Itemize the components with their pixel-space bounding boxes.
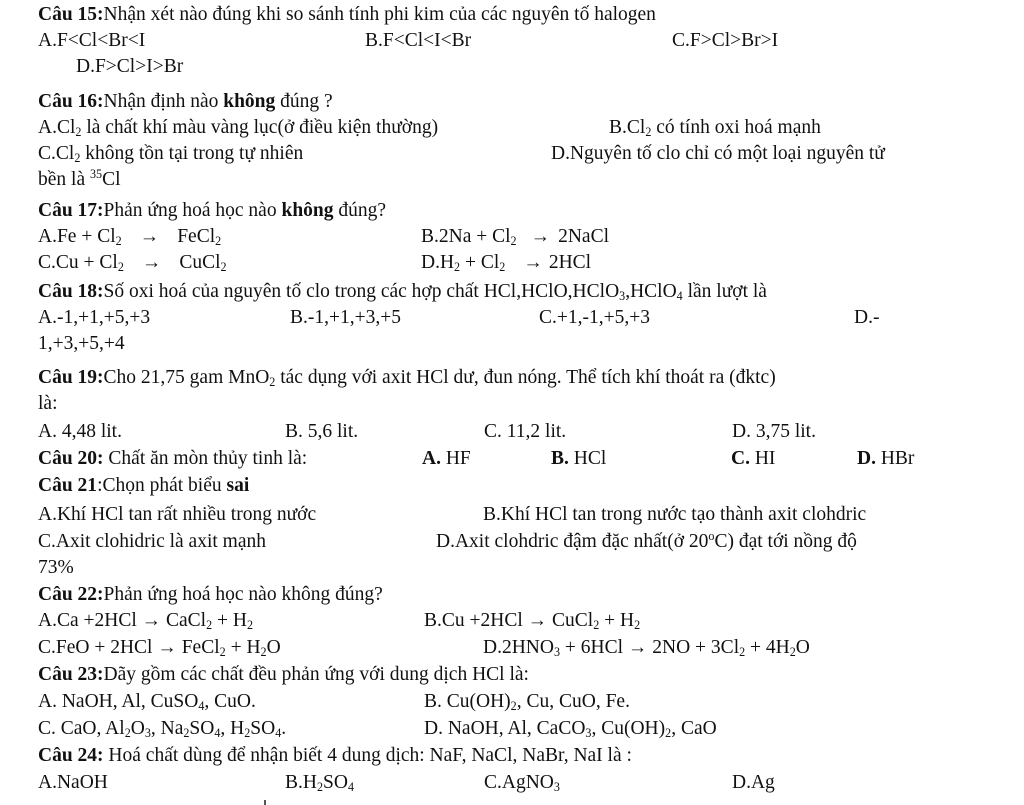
- option-15a: A.F<Cl<Br<I: [38, 30, 146, 51]
- option-24c-sub: 3: [553, 780, 560, 794]
- option-23b-sub: 2: [510, 699, 517, 713]
- question-15-number: Câu 15:: [38, 4, 104, 25]
- question-19: [38, 366, 776, 390]
- option-22b-text-end: + H: [599, 610, 635, 631]
- option-17d-sub: 2: [454, 260, 461, 274]
- option-16d: D.Nguyên tố clo chỉ có một loại nguyên tử: [551, 143, 885, 164]
- question-17: [38, 199, 386, 223]
- option-22d-sub: 3: [553, 645, 561, 659]
- option-15d: D.F>Cl>I>Br: [76, 56, 184, 77]
- question-23-number: Câu 23:: [38, 664, 104, 685]
- question-18-number: Câu 18:: [38, 281, 104, 302]
- option-21d: [436, 530, 857, 554]
- option-22d-text-last: O: [795, 637, 810, 658]
- option-22a-sub2: 2: [246, 618, 254, 632]
- question-19-number: Câu 19:: [38, 367, 104, 388]
- option-20b-value: HCl: [568, 448, 607, 469]
- option-17d-mid: + Cl: [460, 252, 500, 273]
- option-19c: C. 11,2 lit.: [484, 421, 567, 442]
- option-16c-text: C.Cl: [38, 143, 75, 164]
- option-22a-text-end: + H: [212, 610, 247, 631]
- question-22-number: Câu 22:: [38, 584, 104, 605]
- option-20b-letter: B.: [551, 448, 569, 469]
- option-23c-end: .: [281, 718, 287, 739]
- option-18b: B.-1,+1,+3,+5: [290, 307, 401, 328]
- option-16c: [38, 142, 303, 166]
- question-23-text: Dãy gồm các chất đều phản ứng với dung dịch HCl là:: [103, 664, 529, 685]
- option-23c-sub2: 3: [144, 726, 151, 740]
- option-22d-sub3: 2: [789, 645, 796, 659]
- option-22b-sub2: 2: [634, 618, 641, 632]
- option-17c-product-sub: 2: [220, 260, 227, 274]
- option-16d-cont-sup: 35: [89, 167, 103, 181]
- option-17b-arrow: →: [530, 226, 551, 247]
- option-23d-text-end: , CaO: [671, 718, 717, 739]
- option-16d-cont-end: Cl: [102, 169, 121, 190]
- question-22: [38, 583, 383, 607]
- option-17b-sub: 2: [510, 234, 517, 248]
- option-18d: D.-: [854, 307, 880, 328]
- question-24-text: Hoá chất dùng để nhận biết 4 dung dịch: NaF, NaCl, NaBr, NaI là :: [103, 745, 632, 766]
- option-22a-text: A.Ca +2HCl → CaCl: [38, 610, 207, 631]
- question-21-text: :Chọn phát biểu: [97, 475, 227, 496]
- option-15c: C.F>Cl>Br>I: [672, 30, 779, 51]
- option-23c-sub6: 4: [275, 726, 282, 740]
- option-17d-arrow: →: [523, 252, 543, 273]
- question-16-emphasis: không: [223, 91, 276, 112]
- option-16b-text: B.Cl: [609, 117, 646, 138]
- option-23c-o: O: [130, 718, 145, 739]
- question-22-text: Phản ứng hoá học nào không đúng?: [103, 584, 383, 605]
- question-17-text-end: đúng?: [333, 200, 387, 221]
- option-22c-sub: 2: [219, 645, 226, 659]
- question-18-text: Số oxi hoá của nguyên tố clo trong các hợp chất HCl,HClO,HClO: [103, 281, 620, 302]
- option-22d-text: D.2HNO: [483, 637, 554, 658]
- option-23d-sub1: 3: [585, 726, 592, 740]
- question-16-number: Câu 16:: [38, 91, 104, 112]
- option-17c-reactants: C.Cu + Cl: [38, 252, 118, 273]
- question-21: [38, 474, 249, 498]
- option-18a: A.-1,+1,+5,+3: [38, 307, 151, 328]
- question-20: [38, 447, 307, 471]
- option-23d-sub2: 2: [665, 726, 672, 740]
- option-22d-text-end: + 4H: [745, 637, 790, 658]
- option-24d: D.Ag: [732, 772, 775, 793]
- option-17b-reactants: B.2Na + Cl: [421, 226, 511, 247]
- option-20c-value: HI: [749, 448, 776, 469]
- option-22d-text-mid: + 6HCl → 2NO + 3Cl: [560, 637, 740, 658]
- question-16-text: Nhận định nào: [103, 91, 224, 112]
- option-21d-continued: 73%: [38, 557, 74, 578]
- option-22d-sub2: 2: [739, 645, 746, 659]
- question-18-sub1: 3: [619, 289, 626, 303]
- option-24b-text: B.H: [285, 772, 317, 793]
- option-23b-text: B. Cu(OH): [424, 691, 511, 712]
- question-18-text-end: lần lượt là: [682, 281, 767, 302]
- option-17d-product: 2HCl: [548, 252, 592, 273]
- option-23d: [424, 717, 717, 741]
- option-23d-text: D. NaOH, Al, CaCO: [424, 718, 586, 739]
- option-21c: C.Axit clohidric là axit mạnh: [38, 531, 266, 552]
- option-19a: A. 4,48 lit.: [38, 421, 122, 442]
- option-23d-mid: , Cu(OH): [591, 718, 666, 739]
- question-18-text-mid: ,HClO: [625, 281, 677, 302]
- option-17d-reactant: D.H: [421, 252, 455, 273]
- option-16a-sub: 2: [75, 125, 82, 139]
- option-23c-sub4: 4: [214, 726, 221, 740]
- option-17c-sub: 2: [117, 260, 124, 274]
- question-17-number: Câu 17:: [38, 200, 104, 221]
- option-20a-value: HF: [440, 448, 471, 469]
- option-24c: [484, 771, 560, 795]
- question-19-text: Cho 21,75 gam MnO: [103, 367, 270, 388]
- question-19-text-end: tác dụng với axit HCl dư, đun nóng. Thể tích khí thoát ra (đktc): [275, 367, 776, 388]
- option-23c-sub1: 2: [124, 726, 131, 740]
- option-21a: A.Khí HCl tan rất nhiều trong nước: [38, 504, 317, 525]
- option-16a: [38, 116, 438, 140]
- question-23: [38, 663, 529, 687]
- option-21d-text: D.Axit clohdric đậm đặc nhất(ở 20: [436, 531, 709, 552]
- question-19-continued: là:: [38, 393, 58, 414]
- option-20b: [551, 447, 606, 471]
- option-22a: [38, 609, 253, 633]
- option-21b: B.Khí HCl tan trong nước tạo thành axit clohdric: [483, 504, 867, 525]
- option-23c-so: SO: [189, 718, 215, 739]
- option-17a-reactants: A.Fe + Cl: [38, 226, 116, 247]
- question-24: [38, 744, 632, 768]
- option-18d-continued: 1,+3,+5,+4: [38, 333, 125, 354]
- option-24b: [285, 771, 354, 795]
- option-22a-sub: 2: [206, 618, 213, 632]
- question-17-emphasis: không: [281, 200, 334, 221]
- option-17a-arrow: →: [139, 226, 160, 247]
- option-24a: A.NaOH: [38, 772, 108, 793]
- question-18: [38, 280, 767, 304]
- option-22b-sub: 2: [593, 618, 600, 632]
- option-17d: [421, 251, 591, 275]
- option-17a-sub: 2: [115, 234, 122, 248]
- option-22b: [424, 609, 640, 633]
- option-21d-sup: o: [708, 529, 715, 543]
- option-20c: [731, 447, 775, 471]
- question-24-number: Câu 24:: [38, 745, 104, 766]
- option-16b-text-end: có tính oxi hoá mạnh: [651, 117, 821, 138]
- option-20d-value: HBr: [875, 448, 915, 469]
- option-23a-text: A. NaOH, Al, CuSO: [38, 691, 199, 712]
- option-23b-text-end: , Cu, CuO, Fe.: [516, 691, 630, 712]
- question-19-sub: 2: [269, 375, 276, 389]
- option-16b-sub: 2: [645, 125, 652, 139]
- option-18c: C.+1,-1,+5,+3: [539, 307, 650, 328]
- option-16b: [609, 116, 821, 140]
- option-16a-text-end: là chất khí màu vàng lục(ở điều kiện thường): [81, 117, 439, 138]
- question-17-text: Phản ứng hoá học nào: [103, 200, 282, 221]
- option-22c-text-end: O: [266, 637, 281, 658]
- option-16c-sub: 2: [74, 151, 81, 165]
- option-20c-letter: C.: [731, 448, 750, 469]
- option-24c-text: C.AgNO: [484, 772, 554, 793]
- option-22c-text: C.FeO + 2HCl → FeCl: [38, 637, 220, 658]
- option-16d-cont-text: bền là: [38, 169, 90, 190]
- question-21-number: Câu 21: [38, 475, 98, 496]
- option-23a: [38, 690, 256, 714]
- option-23c-text: C. CaO, Al: [38, 718, 125, 739]
- question-16: [38, 90, 333, 114]
- question-15: [38, 3, 656, 27]
- option-23c-sub5: 2: [244, 726, 251, 740]
- option-17a-product-sub: 2: [215, 234, 222, 248]
- option-23a-text-end: , CuO.: [204, 691, 256, 712]
- option-17a: [38, 225, 221, 249]
- option-15b: B.F<Cl<I<Br: [365, 30, 472, 51]
- option-22d: [483, 636, 810, 660]
- option-24b-sub: 2: [316, 780, 324, 794]
- option-22c: [38, 636, 281, 660]
- option-21d-text-end: C) đạt tới nồng độ: [714, 531, 857, 552]
- option-19d: D. 3,75 lit.: [732, 421, 816, 442]
- option-17d-sub2: 2: [499, 260, 506, 274]
- option-23c: [38, 717, 286, 741]
- option-23b: [424, 690, 630, 714]
- question-15-text: Nhận xét nào đúng khi so sánh tính phi kim của các nguyên tố halogen: [103, 4, 656, 25]
- question-16-text-end: đúng ?: [275, 91, 333, 112]
- option-17b: [421, 225, 609, 249]
- option-24b-sub2: 4: [347, 780, 354, 794]
- option-20a-letter: A.: [422, 448, 441, 469]
- option-22c-text-mid: + H: [225, 637, 261, 658]
- option-22b-text: B.Cu +2HCl → CuCl: [424, 610, 594, 631]
- option-20a: [422, 447, 471, 471]
- question-20-text: Chất ăn mòn thủy tinh là:: [103, 448, 308, 469]
- option-17c: [38, 251, 227, 275]
- scan-mark: [264, 800, 266, 805]
- option-20d: [857, 447, 914, 471]
- option-22c-sub2: 2: [260, 645, 267, 659]
- option-23c-so2: SO: [250, 718, 276, 739]
- option-17c-arrow: →: [141, 252, 162, 273]
- option-23c-h: , H: [220, 718, 245, 739]
- option-20d-letter: D.: [857, 448, 876, 469]
- option-16c-text-end: không tồn tại trong tự nhiên: [80, 143, 304, 164]
- option-19b: B. 5,6 lit.: [285, 421, 359, 442]
- option-17c-product: CuCl: [179, 252, 221, 273]
- option-23a-sub: 4: [198, 699, 205, 713]
- option-24b-text-mid: SO: [323, 772, 348, 793]
- question-20-number: Câu 20:: [38, 448, 104, 469]
- option-23c-sub3: 2: [183, 726, 190, 740]
- question-21-emphasis: sai: [226, 475, 250, 496]
- option-17b-product: 2NaCl: [558, 226, 610, 247]
- option-17a-product: FeCl: [177, 226, 216, 247]
- option-23c-na: , Na: [150, 718, 184, 739]
- question-18-sub2: 4: [676, 289, 683, 303]
- option-16d-continued: [38, 168, 121, 192]
- option-16a-text: A.Cl: [38, 117, 76, 138]
